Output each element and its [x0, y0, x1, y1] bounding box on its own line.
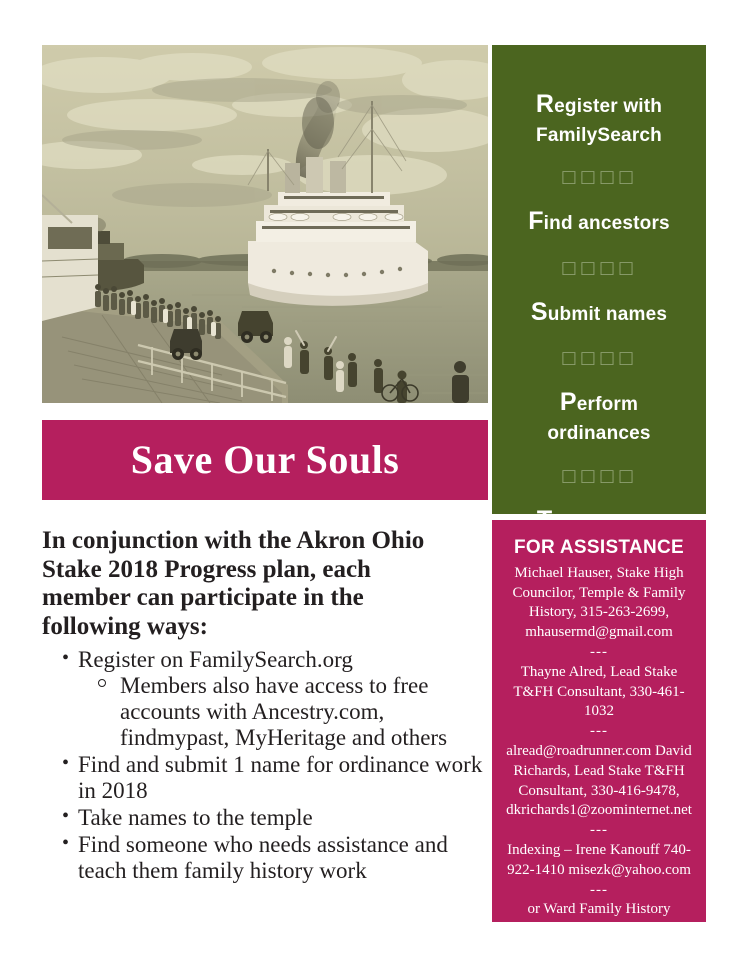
intro-paragraph: In conjunction with the Akron Ohio Stake 2018 Progress plan, each member can participate in the following ways:	[42, 527, 425, 640]
participation-list	[42, 647, 492, 884]
contact-entry: alread@roadrunner.com David Richards, Lead Stake T&FH Consultant, 330-416-9478, dkrichards1@zoominternet.net	[506, 743, 692, 819]
step-item	[502, 295, 696, 331]
step-initial-cap: R	[535, 90, 555, 118]
step-separator-icon: □□□□	[560, 465, 638, 486]
assistance-heading: FOR ASSISTANCE	[514, 537, 684, 558]
step-item	[502, 204, 696, 240]
step-label: erform ordinances	[547, 394, 651, 444]
contact-divider: ---	[590, 881, 608, 898]
circle-bullet-icon	[98, 679, 106, 687]
assistance-panel	[492, 520, 706, 938]
step-separator-icon: □□□□	[560, 348, 638, 369]
sub-list-item	[88, 673, 492, 751]
step-separator-icon: □□□□	[560, 167, 638, 188]
list-item-label: Find and submit 1 name for ordinance work in 2018	[78, 751, 483, 803]
page-title: Save Our Souls	[130, 437, 400, 482]
step-label: ubmit names	[547, 303, 668, 325]
bullet-marker: •	[62, 751, 70, 774]
list-item-label: Take names to the temple	[78, 804, 313, 830]
list-item-label: Register on FamilySearch.org	[78, 647, 353, 672]
step-item	[502, 385, 696, 447]
step-initial-cap: P	[559, 388, 577, 417]
list-item	[42, 805, 492, 831]
step-label: ind ancestors	[543, 213, 670, 235]
sub-list-item-label: Members also have access to free accounts with Ancestry.com, findmypast, MyHeritage and others	[120, 672, 448, 750]
steps-panel	[492, 45, 706, 514]
step-item	[502, 87, 696, 149]
contact-divider: ---	[590, 822, 608, 839]
bullet-marker: •	[62, 804, 70, 827]
sub-list	[78, 673, 492, 751]
body-column	[42, 527, 492, 885]
bullet-marker: •	[62, 647, 70, 669]
list-item-label: Find someone who needs assistance and teach them family history work	[78, 831, 448, 883]
header-photograph	[42, 45, 488, 403]
list-item	[42, 832, 492, 884]
contact-entry: or Ward Family History Leaders	[527, 901, 671, 938]
contact-entry: Michael Hauser, Stake High Councilor, Temple & Family History, 315-263-2699, mhausermd@gmail.com	[512, 564, 686, 641]
assistance-contacts	[501, 564, 697, 940]
step-initial-cap: S	[530, 297, 548, 326]
contact-divider: ---	[590, 644, 608, 661]
step-separator-icon: □□□□	[560, 257, 638, 278]
contact-entry: Indexing – Irene Kanouff 740-922-1410 misezk@yahoo.com	[507, 842, 691, 878]
title-banner	[42, 420, 488, 500]
contact-entry: Thayne Alred, Lead Stake T&FH Consultant, 330-461-1032	[513, 663, 685, 720]
step-label: egister with FamilySearch	[536, 96, 663, 146]
list-item	[42, 647, 492, 751]
photograph-illustration	[42, 45, 488, 403]
bullet-marker: •	[62, 831, 70, 854]
list-item	[42, 752, 492, 804]
contact-divider: ---	[590, 723, 608, 740]
step-initial-cap: F	[528, 207, 544, 236]
